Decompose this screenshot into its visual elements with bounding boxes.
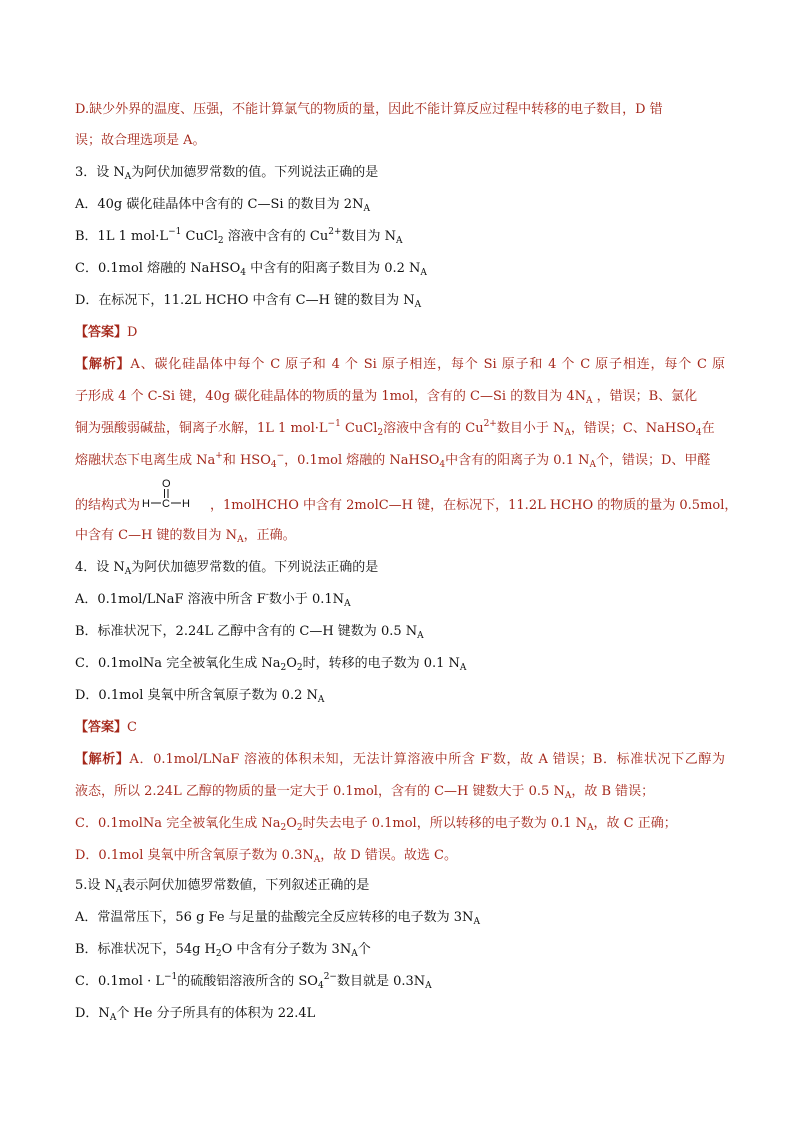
question-3-option-d: D．在标况下，11.2L HCHO 中含有 C—H 键的数目为 $N_A$ <box>75 293 422 310</box>
question-4-option-a: A．0.1mol/LNaF 溶液中所含 F-数小于 $0.1N_A$ <box>75 590 351 609</box>
question-3-explanation-line-2: 子形成 4 个 C-Si 键，40g 碳化硅晶体的物质的量为 1mol，含有的 C—Si 的数目为 $4N_A$ ，错误；B、氯化 <box>75 389 698 406</box>
question-4-option-d: D．0.1mol 臭氧中所含氧原子数为 0.2 $N_A$ <box>75 688 325 705</box>
question-3-option-a: A．40g 碳化硅晶体中含有的 C—Si 的数目为 $2N_A$ <box>75 197 370 214</box>
question-3-explanation-line-5: 的结构式为 ，1molHCHO 中含有 2molC—H 键，在标况下，11.2L HCHO 的物质的量为 0.5mol， <box>75 498 738 513</box>
question-3-option-c: C．0.1mol 熔融的 NaHSO$_4$ 中含有的阳离子数目为 0.2 $N_A$ <box>75 261 427 278</box>
question-3-explanation-line-1: 【解析】A、碳化硅晶体中每个 C 原子和 4 个 Si 原子相连，每个 Si 原子和 4 个 C 原子相连，每个 C 原 <box>75 357 725 372</box>
question-4-stem: 4．设 $N_A$为阿伏加德罗常数的值。下列说法正确的是 <box>75 560 379 577</box>
question-5-option-c: C．$0.1mol \cdot L^{-1}$的硫酸铝溶液所含的 $SO_4^{2-}$数目就是 $0.3N_A$ <box>75 972 432 991</box>
question-4-explanation-line-4: D．0.1mol 臭氧中所含氧原子数为 $0.3N_A$，故 D 错误。故选 C。 <box>75 848 458 865</box>
prev-explanation-line-1: D.缺少外界的温度、压强，不能计算氯气的物质的量，因此不能计算反应过程中转移的电子数目，D 错 <box>75 102 663 117</box>
question-3-explanation-line-4: 熔融状态下电离生成 Na+和 $HSO_4^-$，0.1mol 熔融的 NaHSO$_4$中含有的阳离子为 0.1 $N_A$个，错误；D、甲醛 <box>75 451 711 470</box>
prev-explanation-line-2: 误；故合理选项是 A。 <box>75 133 206 148</box>
question-3-stem: 3．设 $N_A$为阿伏加德罗常数的值。下列说法正确的是 <box>75 165 379 182</box>
formaldehyde-structure-diagram <box>141 476 197 512</box>
question-3-answer: 【答案】D <box>75 325 138 340</box>
formula-hydrogen-right-label: H <box>182 498 190 510</box>
question-3-explanation-line-3: 铜为强酸弱碱盐，铜离子水解，1L 1 $mol\cdot L^{-1}$ CuCl$_2$溶液中含有的 $Cu^{2+}$数目小于 $N_A$，错误；C、NaHSO$_4$在 <box>75 419 715 438</box>
question-4-explanation-line-3: C．0.1molNa 完全被氧化生成 $Na_2O_2$时失去电子 0.1mol，所以转移的电子数为 0.1 $N_A$，故 C 正确； <box>75 816 677 833</box>
question-5-option-b: B．标准状况下，54g $H_2O$ 中含有分子数为 $3N_A$个 <box>75 942 371 959</box>
question-4-option-b: B．标准状况下，2.24L 乙醇中含有的 C—H 键数为 0.5 $N_A$ <box>75 624 424 641</box>
question-5-option-a: A．常温常压下，56 g Fe 与足量的盐酸完全反应转移的电子数为 $3N_A$ <box>75 910 480 927</box>
question-4-answer: 【答案】C <box>75 720 137 735</box>
question-3-explanation-line-6: 中含有 C—H 键的数目为 $N_A$，正确。 <box>75 528 296 545</box>
formula-carbon-label: C <box>162 498 170 510</box>
question-5-option-d: D．$N_A$个 He 分子所具有的体积为 22.4L <box>75 1006 316 1023</box>
question-4-explanation-line-1: 【解析】A．0.1mol/LNaF 溶液的体积未知，无法计算溶液中所含 F-数，故 A 错误；B．标准状况下乙醇为 <box>75 750 725 767</box>
question-3-option-b: B．1L 1 $mol\cdot L^{-1}$ CuCl$_2$ 溶液中含有的 $Cu^{2+}$数目为 $N_A$ <box>75 227 403 246</box>
question-4-explanation-line-2: 液态，所以 2.24L 乙醇的物质的量一定大于 0.1mol，含有的 C—H 键数大于 0.5 $N_A$，故 B 错误； <box>75 784 655 801</box>
formula-oxygen-label: O <box>162 478 171 490</box>
formula-hydrogen-left-label: H <box>142 498 150 510</box>
question-4-option-c: C．0.1molNa 完全被氧化生成 $Na_2O_2$时，转移的电子数为 0.1 $N_A$ <box>75 656 467 673</box>
question-5-stem: 5.设 $N_A$表示阿伏加德罗常数値，下列叙述正确的是 <box>75 878 370 895</box>
